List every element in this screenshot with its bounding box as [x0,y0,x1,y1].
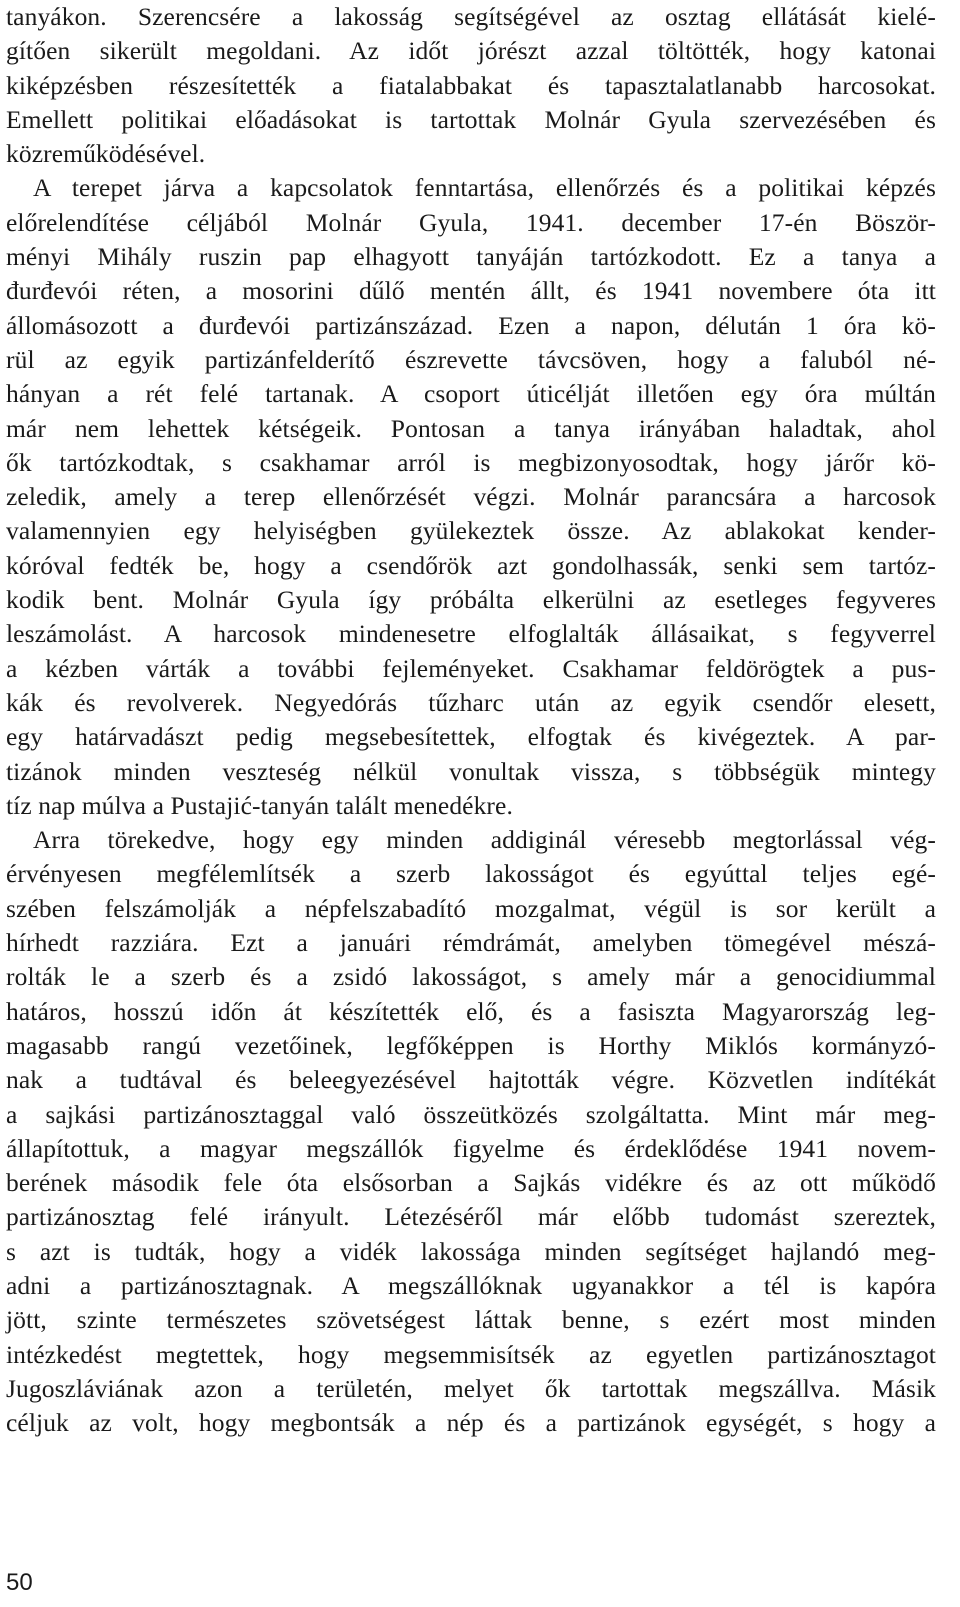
text-line: valamennyien egy helyiségben gyülekeztek össze. Az ablakokat kender- [6,516,936,546]
text-line: zeledik, amely a terep ellenőrzését végzi. Molnár parancsára a harcosok [6,482,936,512]
text-line: egy határvadászt pedig megsebesítettek, elfogtak és kivégeztek. A par- [6,722,936,752]
text-line: kodik bent. Molnár Gyula így próbálta elkerülni az esetleges fegyveres [6,585,936,615]
text-line: hányan a rét felé tartanak. A csoport úticélját illetően egy óra múltán [6,379,936,409]
text-line: előrelendítése céljából Molnár Gyula, 1941. december 17-én Böször- [6,207,936,237]
text-line: céljuk az volt, hogy megbontsák a nép és a partizánok egységét, s hogy a [6,1408,936,1438]
text-line: kóróval fedték be, hogy a csendőrök azt gondolhassák, senki sem tartóz- [6,550,936,580]
text-line: leszámolást. A harcosok mindenesetre elfoglalták állásaikat, s fegyverrel [6,619,936,649]
text-line: adni a partizánosztagnak. A megszállóknak ugyanakkor a tél is kapóra [6,1270,936,1300]
text-line: állomásozott a đurđevói partizánszázad. Ezen a napon, délután 1 óra kö- [6,310,936,340]
text-line: közreműködésével. [6,139,206,169]
paragraph [6,0,936,171]
page-number: 50 [6,1569,33,1596]
text-line: hírhedt razziára. Ezt a januári rémdrámát, amelyben tömegével mészá- [6,928,936,958]
text-line: a sajkási partizánosztaggal való összeütközés szolgáltatta. Mint már meg- [6,1099,936,1129]
text-line: jött, szinte természetes szövetségest láttak benne, s ezért most minden [6,1305,936,1335]
text-line: đurđevói réten, a mosorini dűlő mentén állt, és 1941 novembere óta itt [6,276,936,306]
text-line: kiképzésben részesítették a fiatalabbakat és tapasztalatlanabb harcosokat. [6,70,936,100]
document-page [6,0,936,1440]
text-line: partizánosztag felé irányult. Létezéséről már előbb tudomást szereztek, [6,1202,936,1232]
text-line: a kézben várták a további fejleményeket. Csakhamar feldörögtek a pus- [6,653,936,683]
text-line: Jugoszláviának azon a területén, melyet ők tartottak megszállva. Másik [6,1373,936,1403]
paragraph [6,823,936,1440]
text-line: intézkedést megtettek, hogy megsemmisítsék az egyetlen partizánosztagot [6,1339,936,1369]
text-line: s azt is tudták, hogy a vidék lakossága minden segítséget hajlandó meg- [6,1236,936,1266]
text-line: érvényesen megfélemlítsék a szerb lakosságot és egyúttal teljes egé- [6,859,936,889]
text-line: Arra törekedve, hogy egy minden addiginál véresebb megtorlással vég- [33,825,936,855]
text-line: határos, hosszú időn át készítették elő, és a fasiszta Magyarország leg- [6,996,936,1026]
text-line: ményi Mihály ruszin pap elhagyott tanyáján tartózkodott. Ez a tanya a [6,242,936,272]
text-line: tanyákon. Szerencsére a lakosság segítségével az osztag ellátását kielé- [6,2,936,31]
text-line: A terepet járva a kapcsolatok fenntartása, ellenőrzés és a politikai képzés [33,173,936,203]
paragraph [6,171,936,823]
text-line: tíz nap múlva a Pustajić-tanyán talált menedékre. [6,790,513,820]
text-line: állapítottuk, a magyar megszállók figyelme és érdeklődése 1941 novem- [6,1133,936,1163]
text-line: berének második fele óta elsősorban a Sajkás vidékre és az ott működő [6,1168,936,1198]
text-line: rül az egyik partizánfelderítő észrevette távcsöven, hogy a faluból né- [6,344,936,374]
text-line: kák és revolverek. Negyedórás tűzharc után az egyik csendőr elesett, [6,687,936,717]
text-line: nak a tudtával és beleegyezésével hajtották végre. Közvetlen indítékát [6,1065,936,1095]
text-line: ők tartózkodtak, s csakhamar arról is megbizonyosodtak, hogy járőr kö- [6,447,936,477]
text-line: gítően sikerült megoldani. Az időt jórészt azzal töltötték, hogy katonai [6,36,936,66]
text-line: tizánok minden veszteség nélkül vonultak vissza, s többségük mintegy [6,756,936,786]
text-line: rolták le a szerb és a zsidó lakosságot, s amely már a genocidiummal [6,962,936,992]
text-line: Emellett politikai előadásokat is tartottak Molnár Gyula szervezésében és [6,104,936,134]
text-line: szében felszámolják a népfelszabadító mozgalmat, végül is sor került a [6,893,936,923]
text-line: magasabb rangú vezetőinek, legfőképpen is Horthy Miklós kormányzó- [6,1030,936,1060]
text-line: már nem lehettek kétségeik. Pontosan a tanya irányában haladtak, ahol [6,413,936,443]
